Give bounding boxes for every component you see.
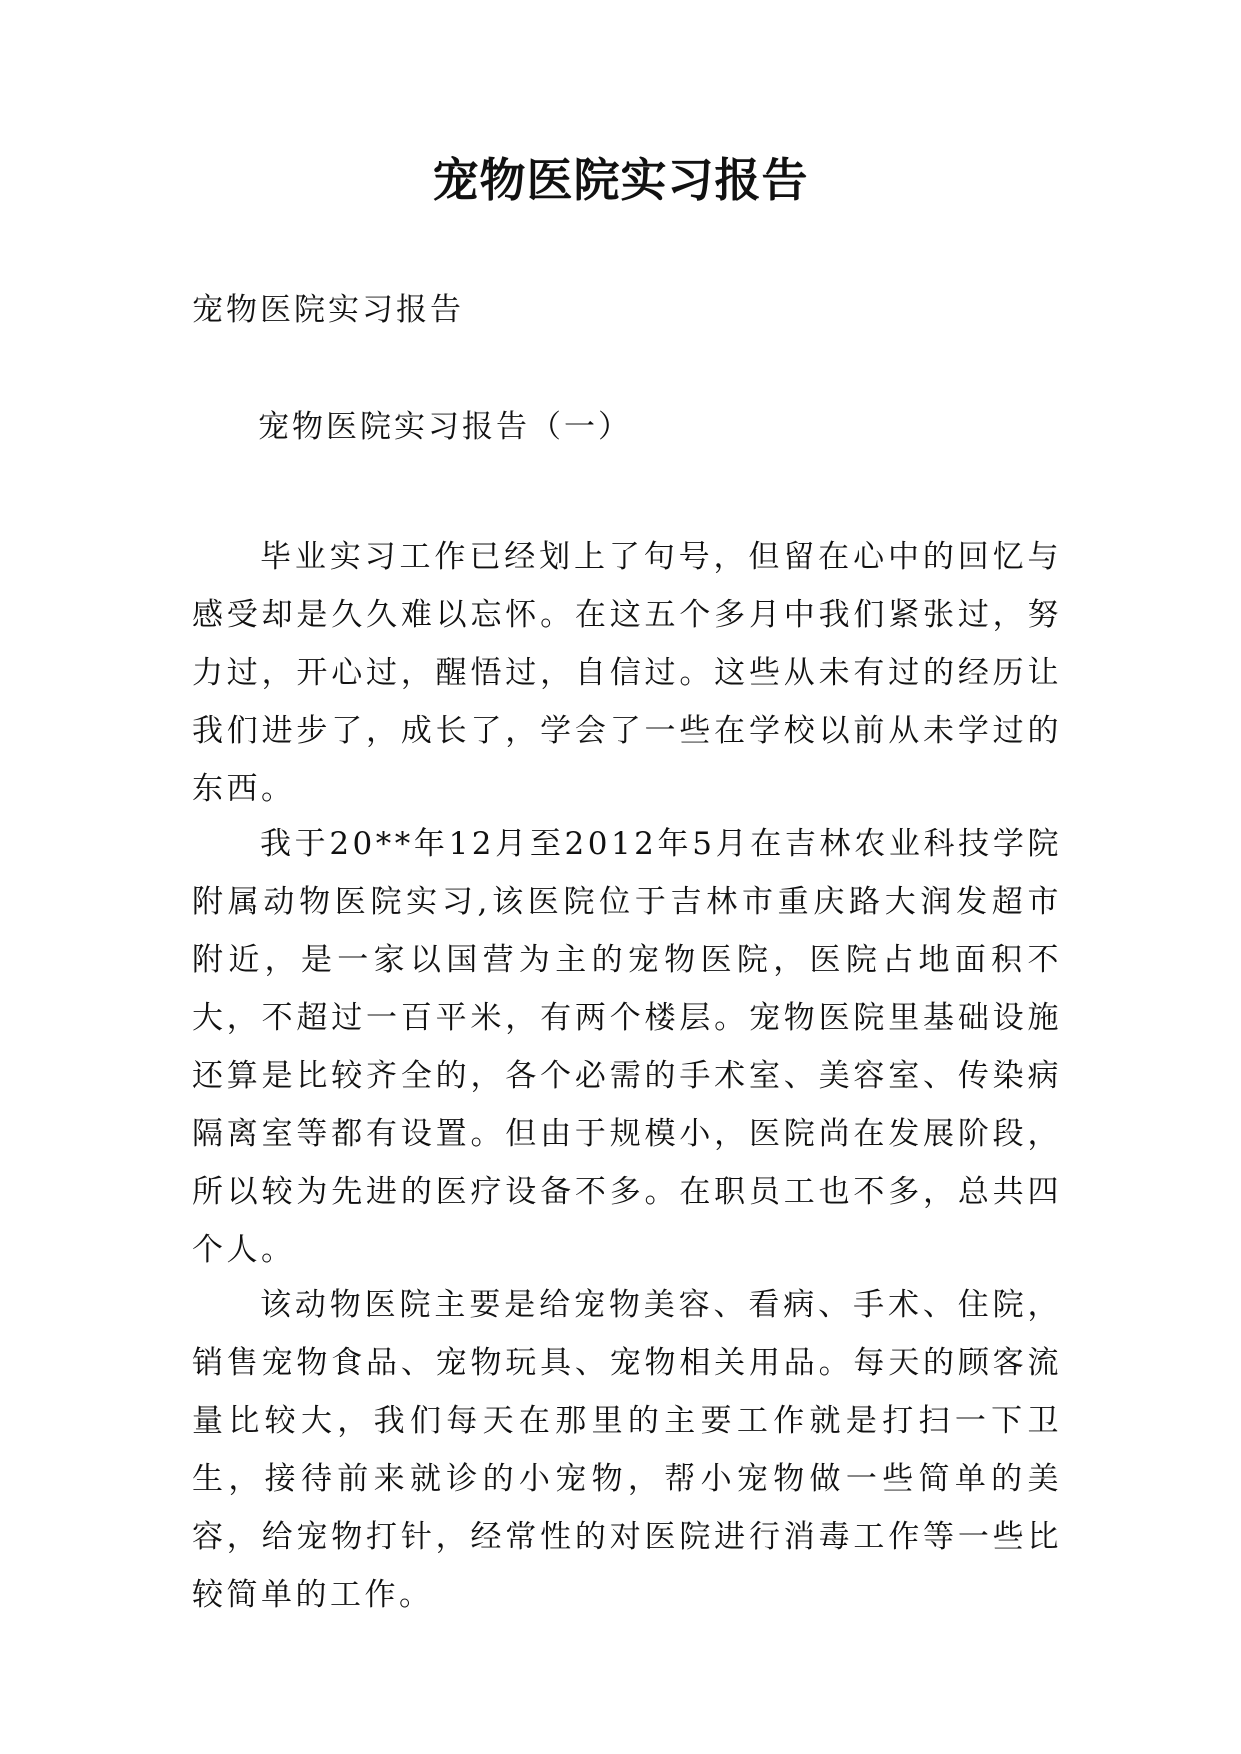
section-title: 宠物医院实习报告（一） [258,409,632,445]
paragraph-1: 毕业实习工作已经划上了句号，但留在心中的回忆与感受却是久久难以忘怀。在这五个多月中我们紧张过，努力过，开心过，醒悟过，自信过。这些从未有过的经历让我们进步了，成长了，学会了一些在学校以前从未学过的东西。 [192,539,1062,807]
paragraph-3: 该动物医院主要是给宠物美容、看病、手术、住院，销售宠物食品、宠物玩具、宠物相关用品。每天的顾客流量比较大，我们每天在那里的主要工作就是打扫一下卫生，接待前来就诊的小宠物，帮小宠物做一些简单的美容，给宠物打针，经常性的对医院进行消毒工作等一些比较简单的工作。 [192,1287,1062,1613]
document-title: 宠物医院实习报告 [432,153,809,207]
document-subtitle: 宠物医院实习报告 [192,292,464,328]
paragraph-2: 我于20**年12月至2012年5月在吉林农业科技学院附属动物医院实习,该医院位于吉林市重庆路大润发超市附近，是一家以国营为主的宠物医院，医院占地面积不大，不超过一百平米，有两个楼层。宠物医院里基础设施还算是比较齐全的，各个必需的手术室、美容室、传染病隔离室等都有设置。但由于规模小，医院尚在发展阶段，所以较为先进的医疗设备不多。在职员工也不多，总共四个人。 [192,826,1062,1268]
